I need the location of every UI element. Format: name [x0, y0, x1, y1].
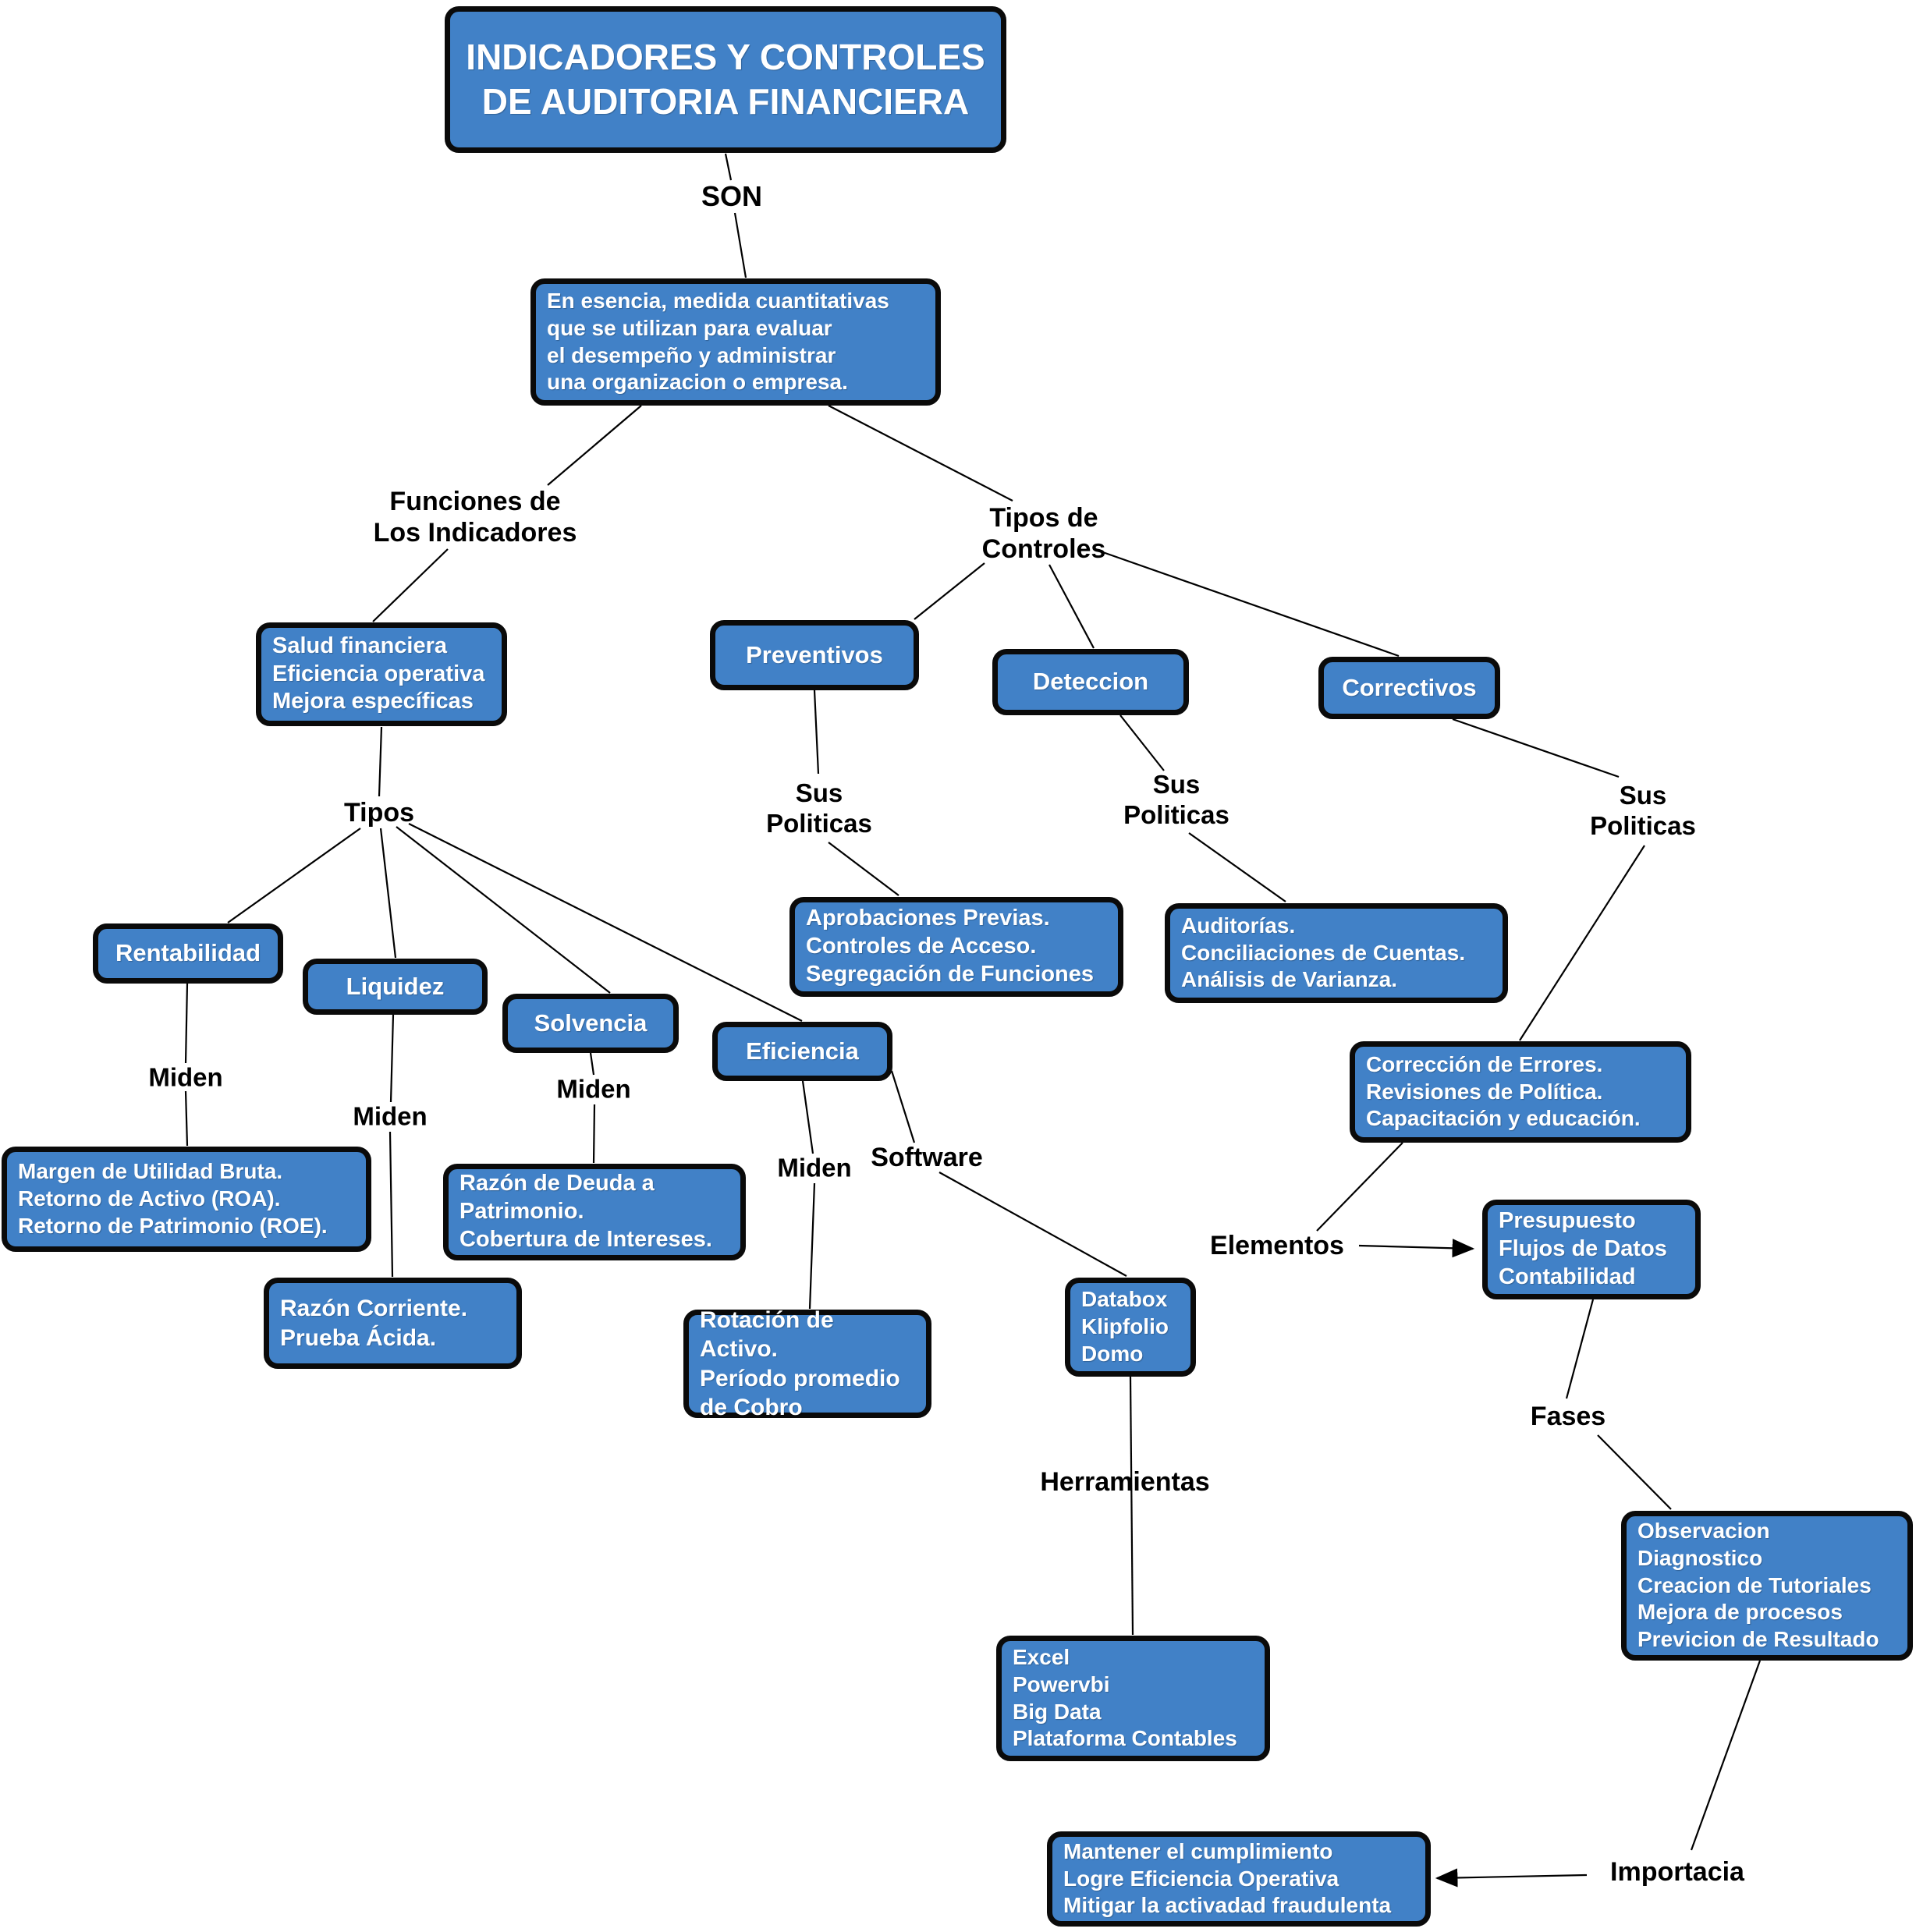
concept-node-razon_corriente [264, 1278, 522, 1369]
concept-node-aprobaciones-line: Aprobaciones Previas. [806, 906, 1050, 931]
concept-node-liquidez [303, 959, 488, 1015]
concept-node-excel [996, 1636, 1270, 1761]
concept-node-title [445, 6, 1006, 153]
concept-node-observacion-line: Observacion [1637, 1519, 1770, 1544]
concept-node-observacion-line: Diagnostico [1637, 1545, 1763, 1570]
connector-tipos-to-liquidez [381, 828, 396, 958]
concept-node-razon_deuda-line: Cobertura de Intereses. [459, 1226, 712, 1252]
connector-tipos_controles-to-preventivos [914, 563, 985, 619]
concept-node-observacion-line: Creacion de Tutoriales [1637, 1572, 1872, 1597]
link-label-miden_2-line: Miden [353, 1101, 428, 1131]
concept-node-excel-line: Big Data [1013, 1699, 1102, 1724]
connector-correctivos-to-sus_politicas_3 [1453, 719, 1619, 777]
concept-node-mantener [1047, 1831, 1431, 1927]
link-label-sus_politicas_2 [1123, 770, 1229, 831]
concept-node-rotacion [683, 1307, 931, 1420]
link-label-herramientas [1040, 1466, 1209, 1498]
connector-databox-to-excel [1130, 1377, 1133, 1635]
concept-node-databox-line: Databox [1081, 1287, 1168, 1312]
link-label-elementos-line: Elementos [1210, 1230, 1344, 1260]
link-label-sus_politicas_3 [1590, 781, 1696, 842]
link-label-software-line: Software [871, 1142, 983, 1172]
concept-node-excel-line: Plataforma Contables [1013, 1726, 1237, 1751]
concept-node-databox-line: Klipfolio [1081, 1314, 1169, 1339]
concept-node-preventivos [710, 620, 919, 690]
link-label-fases-line: Fases [1530, 1401, 1606, 1431]
link-label-son-line: SON [701, 179, 763, 212]
connector-deteccion-to-sus_politicas_2 [1120, 715, 1164, 771]
link-label-tipos_controles-line: Controles [981, 534, 1106, 564]
concept-node-rotacion-line: de Cobro [700, 1394, 803, 1420]
concept-node-razon_deuda [443, 1164, 746, 1260]
connector-tipos-to-rentabilidad [228, 828, 360, 923]
connector-miden_2-to-razon_corriente [390, 1132, 392, 1277]
connector-solvencia-to-miden_3 [591, 1053, 594, 1075]
concept-node-esencia-line: una organizacion o empresa. [547, 370, 848, 395]
concept-node-razon_deuda-line: Razón de Deuda a [459, 1171, 655, 1196]
link-label-sus_politicas_1-line: Sus [795, 778, 843, 808]
link-label-elementos [1210, 1230, 1344, 1261]
connector-software-to-databox [939, 1172, 1127, 1276]
link-label-miden_3 [556, 1075, 630, 1105]
concept-node-mantener-line: Logre Eficiencia Operativa [1063, 1866, 1339, 1891]
connector-sus_politicas_2-to-auditorias [1189, 833, 1286, 902]
connector-miden_1-to-margen [186, 1091, 187, 1146]
link-label-funciones-line: Los Indicadores [373, 518, 577, 548]
concept-node-auditorias [1165, 903, 1508, 1003]
concept-node-salud [256, 622, 507, 726]
concept-node-margen [2, 1147, 371, 1252]
connector-sus_politicas_1-to-aprobaciones [828, 842, 899, 895]
concept-node-databox [1065, 1278, 1196, 1377]
connector-importacia-to-mantener [1437, 1875, 1587, 1878]
concept-node-deteccion-line: Deteccion [1032, 668, 1149, 696]
concept-node-databox-line: Domo [1081, 1341, 1144, 1366]
concept-node-aprobaciones-line: Segregación de Funciones [806, 961, 1095, 987]
connector-rentabilidad-to-miden_1 [186, 984, 187, 1063]
connector-observacion-to-importacia [1691, 1661, 1760, 1850]
link-label-tipos_controles-line: Tipos de [989, 502, 1098, 533]
concept-node-salud-line: Eficiencia operativa [272, 661, 485, 686]
connector-tipos_controles-to-deteccion [1049, 565, 1094, 648]
concept-node-aprobaciones [789, 897, 1123, 997]
connector-eficiencia-to-software [892, 1071, 914, 1143]
connector-esencia-to-funciones [548, 406, 641, 485]
link-label-software [871, 1142, 983, 1173]
concept-node-liquidez-line: Liquidez [346, 972, 445, 1000]
connector-tipos_controles-to-correctivos [1098, 551, 1399, 656]
concept-node-razon_corriente-line: Razón Corriente. [280, 1296, 468, 1322]
connector-liquidez-to-miden_2 [391, 1015, 393, 1102]
link-label-importacia-line: Importacia [1610, 1856, 1744, 1887]
concept-node-title-line: INDICADORES Y CONTROLES [466, 36, 985, 77]
concept-node-razon_corriente-line: Prueba Ácida. [280, 1324, 437, 1351]
concept-node-mantener-line: Mitigar la activadad fraudulenta [1063, 1893, 1392, 1918]
connector-title-to-son [726, 154, 731, 180]
concept-node-auditorias-line: Conciliaciones de Cuentas. [1181, 940, 1466, 965]
link-label-funciones [374, 486, 577, 548]
link-label-tipos-line: Tipos [343, 797, 415, 828]
link-label-herramientas-line: Herramientas [1040, 1466, 1210, 1497]
concept-node-presupuesto-line: Flujos de Datos [1499, 1236, 1667, 1262]
connector-preventivos-to-sus_politicas_1 [814, 690, 818, 774]
concept-node-eficiencia-line: Eficiencia [746, 1037, 859, 1065]
link-label-miden_1 [148, 1063, 222, 1094]
concept-node-title-line: DE AUDITORIA FINANCIERA [481, 81, 970, 122]
link-label-funciones-line: Funciones de [389, 486, 561, 516]
concept-node-margen-line: Margen de Utilidad Bruta. [18, 1159, 283, 1184]
link-label-miden_3-line: Miden [556, 1074, 631, 1104]
concept-node-correccion-line: Corrección de Errores. [1366, 1051, 1603, 1076]
concept-node-correccion-line: Capacitación y educación. [1366, 1106, 1641, 1131]
concept-node-rentabilidad-line: Rentabilidad [115, 939, 261, 967]
link-label-sus_politicas_3-line: Sus [1619, 781, 1667, 810]
concept-node-mantener-line: Mantener el cumplimiento [1063, 1838, 1333, 1863]
concept-node-eficiencia [712, 1022, 892, 1081]
link-label-sus_politicas_2-line: Politicas [1123, 800, 1229, 829]
link-label-tipos [344, 797, 414, 828]
concept-node-deteccion [992, 649, 1189, 715]
link-label-miden_4 [777, 1154, 851, 1184]
concept-node-rotacion-line: Período promedio [700, 1365, 900, 1391]
concept-node-esencia-line: En esencia, medida cuantitativas [547, 289, 889, 314]
concept-node-esencia-line: el desempeño y administrar [547, 342, 836, 367]
concept-node-auditorias-line: Análisis de Varianza. [1181, 967, 1398, 992]
concept-node-esencia-line: que se utilizan para evaluar [547, 315, 832, 340]
connector-miden_4-to-rotacion [810, 1183, 814, 1309]
concept-node-presupuesto-line: Contabilidad [1499, 1264, 1636, 1289]
concept-node-preventivos-line: Preventivos [746, 640, 883, 668]
link-label-sus_politicas_2-line: Sus [1152, 770, 1201, 799]
concept-node-rentabilidad [93, 923, 283, 984]
connector-eficiencia-to-miden_4 [803, 1081, 813, 1154]
link-label-sus_politicas_3-line: Politicas [1590, 811, 1696, 840]
concept-node-aprobaciones-line: Controles de Acceso. [806, 934, 1037, 959]
concept-node-auditorias-line: Auditorías. [1181, 913, 1296, 938]
connector-elementos-to-presupuesto [1359, 1246, 1473, 1249]
concept-node-correccion [1350, 1041, 1691, 1143]
concept-node-excel-line: Excel [1013, 1645, 1070, 1670]
concept-node-observacion-line: Previcion de Resultado [1637, 1627, 1879, 1652]
concept-node-razon_deuda-line: Patrimonio. [459, 1199, 584, 1225]
link-label-sus_politicas_1-line: Politicas [766, 809, 872, 838]
concept-node-margen-line: Retorno de Patrimonio (ROE). [18, 1213, 328, 1238]
link-label-son [701, 180, 762, 213]
link-label-miden_4-line: Miden [777, 1153, 852, 1182]
concept-node-solvencia-line: Solvencia [534, 1009, 648, 1037]
connector-esencia-to-tipos_controles [828, 406, 1013, 501]
connector-funciones-to-salud [373, 549, 448, 622]
concept-node-salud-line: Salud financiera [272, 633, 448, 658]
link-label-miden_2 [353, 1102, 427, 1133]
concept-node-observacion-line: Mejora de procesos [1637, 1600, 1843, 1625]
connector-son-to-esencia [735, 213, 746, 278]
concept-node-esencia [530, 278, 941, 406]
link-label-sus_politicas_1 [766, 778, 872, 839]
concept-node-excel-line: Powervbi [1013, 1671, 1110, 1696]
concept-node-solvencia [502, 994, 679, 1053]
concept-node-correccion-line: Revisiones de Política. [1366, 1079, 1603, 1104]
link-label-importacia [1610, 1856, 1744, 1888]
concept-node-rotacion-line: Rotación de Activo. [700, 1307, 834, 1363]
concept-node-correctivos [1318, 657, 1500, 719]
concept-node-presupuesto-line: Presupuesto [1499, 1208, 1636, 1234]
link-label-miden_1-line: Miden [148, 1062, 223, 1092]
connector-correccion-to-elementos [1317, 1143, 1403, 1231]
link-label-fases [1531, 1401, 1606, 1432]
concept-node-presupuesto [1482, 1200, 1701, 1299]
concept-node-correctivos-line: Correctivos [1342, 673, 1477, 701]
connector-fases-to-observacion [1598, 1435, 1671, 1509]
connector-salud-to-tipos [379, 727, 381, 796]
concept-node-salud-line: Mejora específicas [272, 689, 474, 714]
connector-presupuesto-to-fases [1567, 1299, 1593, 1398]
concept-node-margen-line: Retorno de Activo (ROA). [18, 1186, 281, 1211]
connector-sus_politicas_3-to-correccion [1520, 845, 1645, 1040]
concept-node-observacion [1621, 1511, 1913, 1661]
link-label-tipos_controles [982, 502, 1106, 565]
